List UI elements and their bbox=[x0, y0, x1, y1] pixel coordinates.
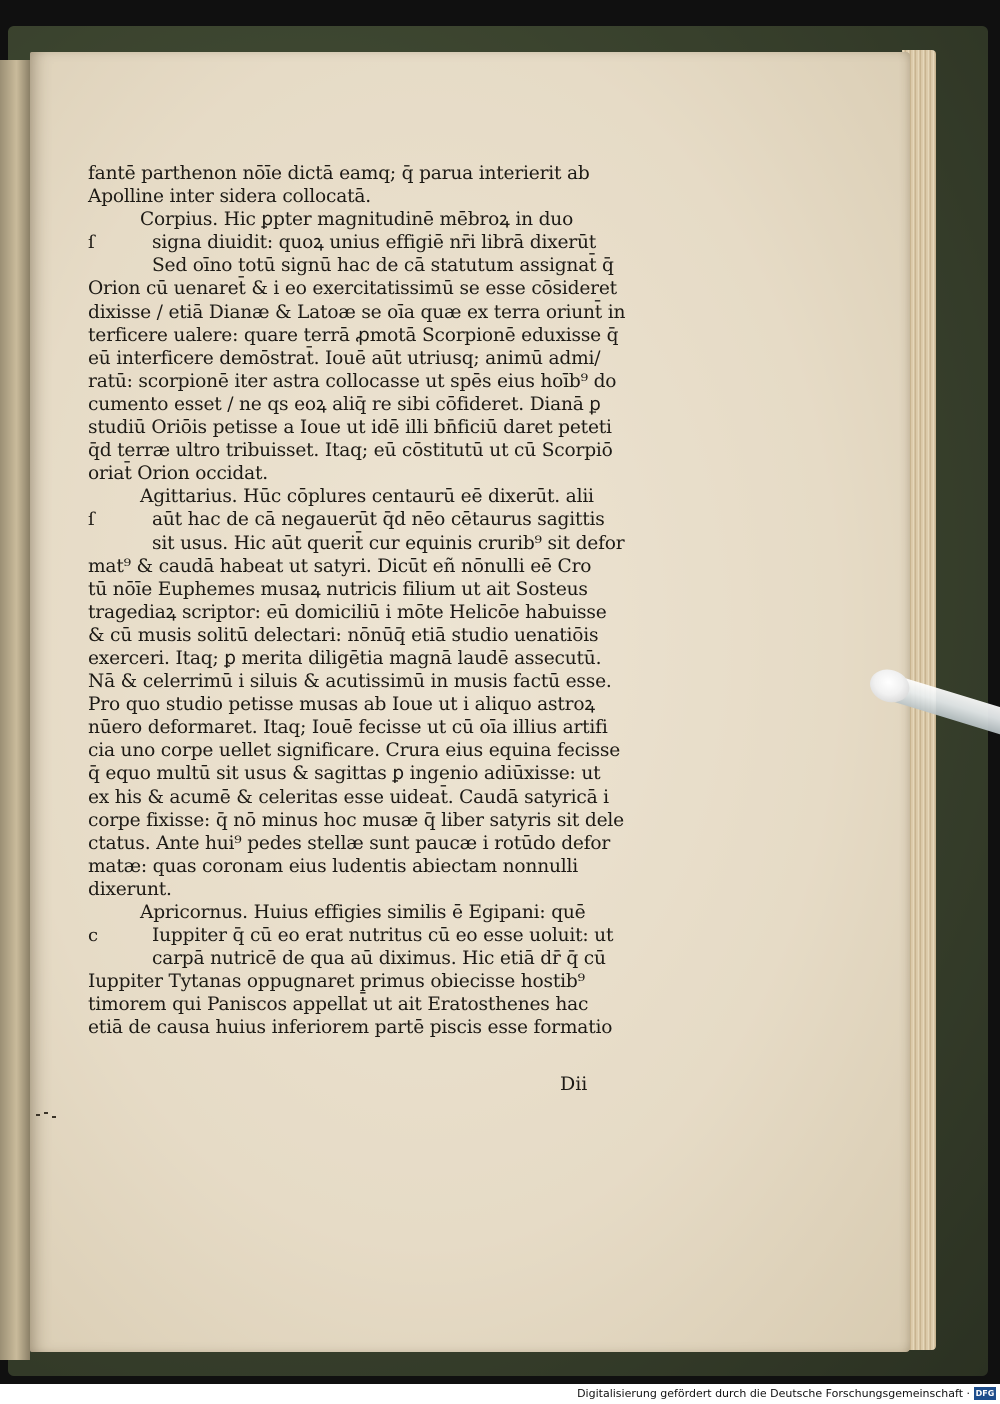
text-line: & cū musis solitū delectari: nōnūq̄ etiā studio uenatiōis bbox=[88, 624, 599, 646]
text-line: Nā & celerrimū i siluis & acutissimū in musis factū esse. bbox=[88, 671, 612, 693]
text-line bbox=[88, 924, 648, 947]
text-line: Apricornus. Huius effigies similis ē Egipani: quē bbox=[140, 902, 586, 923]
text-line: nūero deformaret. Itaq; Iouē fecisse ut cū oīa illius artifi bbox=[88, 717, 608, 739]
text-line: dixisse / etiā Dianæ & Latoæ se oīa quæ ex terra oriunt̄ in bbox=[88, 301, 626, 323]
text-line: carpā nutricē de qua aū diximus. Hic etiā dr̄ q̄ cū bbox=[152, 948, 606, 970]
text-line: studiū Oriōis petisse a Ioue ut idē illi bn̄ficiū daret peteti bbox=[88, 417, 612, 439]
text-line: tū nōīe Euphemes musaꝝ nutricis filium ut ait Sosteus bbox=[88, 578, 588, 600]
text-line: cia uno corpe uellet significare. Crura eius equina fecisse bbox=[88, 740, 621, 762]
guide-letter: ſ bbox=[88, 232, 95, 254]
text-line: oriat̄ Orion occidat. bbox=[88, 463, 268, 485]
text-line: Agittarius. Hūc cōplures centaurū eē dixerūt. alii bbox=[140, 486, 594, 508]
text-line: matæ: quas coronam eius ludentis abiectam nonnulli bbox=[88, 855, 578, 877]
text-line: mat⁹ & caudā habeat ut satyri. Dicūt eñ nōnulli eē Cro bbox=[88, 555, 592, 577]
page-text bbox=[88, 162, 648, 1040]
footer-bar bbox=[0, 1384, 1000, 1404]
text-line: dixerunt. bbox=[88, 878, 172, 900]
text-line-content: Iuppiter q̄ cū eo erat nutritus cū eo esse uoluit: ut bbox=[152, 925, 614, 947]
footer-credit: Digitalisierung gefördert durch die Deutsche Forschungsgemeinschaft · bbox=[577, 1387, 970, 1400]
text-line: terficere ualere: quare terrā ꝓmotā Scorpionē eduxisse q̄ bbox=[88, 324, 619, 346]
text-line: Iuppiter Tytanas oppugnaret primus obiecisse hostib⁹ bbox=[88, 971, 585, 993]
text-line: timorem qui Paniscos appellat̄ ut ait Eratosthenes hac bbox=[88, 994, 589, 1016]
text-line: ratū: scorpionē iter astra collocasse ut spēs eius hoīb⁹ do bbox=[88, 370, 617, 392]
text-line: etiā de causa huius inferiorem partē piscis esse formatio bbox=[88, 1017, 613, 1039]
text-line: Orion cū uenaret̄ & i eo exercitatissimū se esse cōsideret bbox=[88, 278, 617, 300]
text-line: eū interficere demōstrat̄. Iouē aūt utriusq; animū admi/ bbox=[88, 347, 601, 369]
dfg-logo: DFG bbox=[975, 1389, 995, 1398]
text-line: q̄d terræ ultro tribuisset. Itaq; eū cōstitutū ut cū Scorpiō bbox=[88, 440, 613, 462]
page-speck-marks bbox=[36, 1112, 66, 1122]
text-line: fantē parthenon nōīe dictā eamq; q̄ parua interierit ab bbox=[88, 163, 590, 184]
text-line: ctatus. Ante hui⁹ pedes stellæ sunt paucæ i rotūdo defor bbox=[88, 832, 611, 854]
text-line bbox=[88, 508, 648, 531]
text-line: Pro quo studio petisse musas ab Ioue ut i aliquo astroꝝ bbox=[88, 694, 595, 716]
text-line: ex his & acumē & celeritas esse uideat̄. Caudā satyricā i bbox=[88, 786, 609, 808]
guide-letter: ſ bbox=[88, 509, 95, 531]
text-line: cumento esset / ne qs eoꝝ aliq̄ re sibi cōfideret. Dianā ꝑ bbox=[88, 393, 601, 415]
text-line: Apolline inter sidera collocatā. bbox=[88, 186, 371, 208]
text-line: corpe fixisse: q̄ nō minus hoc musæ q̄ liber satyris sit dele bbox=[88, 809, 624, 831]
text-line-content: aūt hac de cā negauerūt q̄d nēo cētaurus sagittis bbox=[152, 509, 605, 531]
guide-letter: c bbox=[88, 925, 98, 947]
text-line: sit usus. Hic aūt querit̄ cur equinis crurib⁹ sit defor bbox=[152, 532, 625, 554]
signature-mark: Dii bbox=[560, 1073, 588, 1095]
text-line-content: signa diuidit: quoꝝ unius effigiē nr̄i librā dixerūt bbox=[152, 232, 597, 254]
text-line: Corpius. Hic ꝑpter magnitudinē mēbroꝝ in duo bbox=[140, 209, 574, 231]
text-line: q̄ equo multū sit usus & sagittas ꝑ ingenio adiūxisse: ut bbox=[88, 763, 601, 785]
text-line: tragediaꝝ scriptor: eū domiciliū i mōte Helicōe habuisse bbox=[88, 601, 607, 623]
text-line: Sed oīno totū signū hac de cā statutum assignat̄ q̄ bbox=[152, 255, 614, 277]
text-line: exerceri. Itaq; ꝑ merita diligētia magnā laudē assecutū. bbox=[88, 647, 602, 669]
text-line bbox=[88, 231, 648, 254]
previous-page-edge bbox=[0, 60, 30, 1360]
